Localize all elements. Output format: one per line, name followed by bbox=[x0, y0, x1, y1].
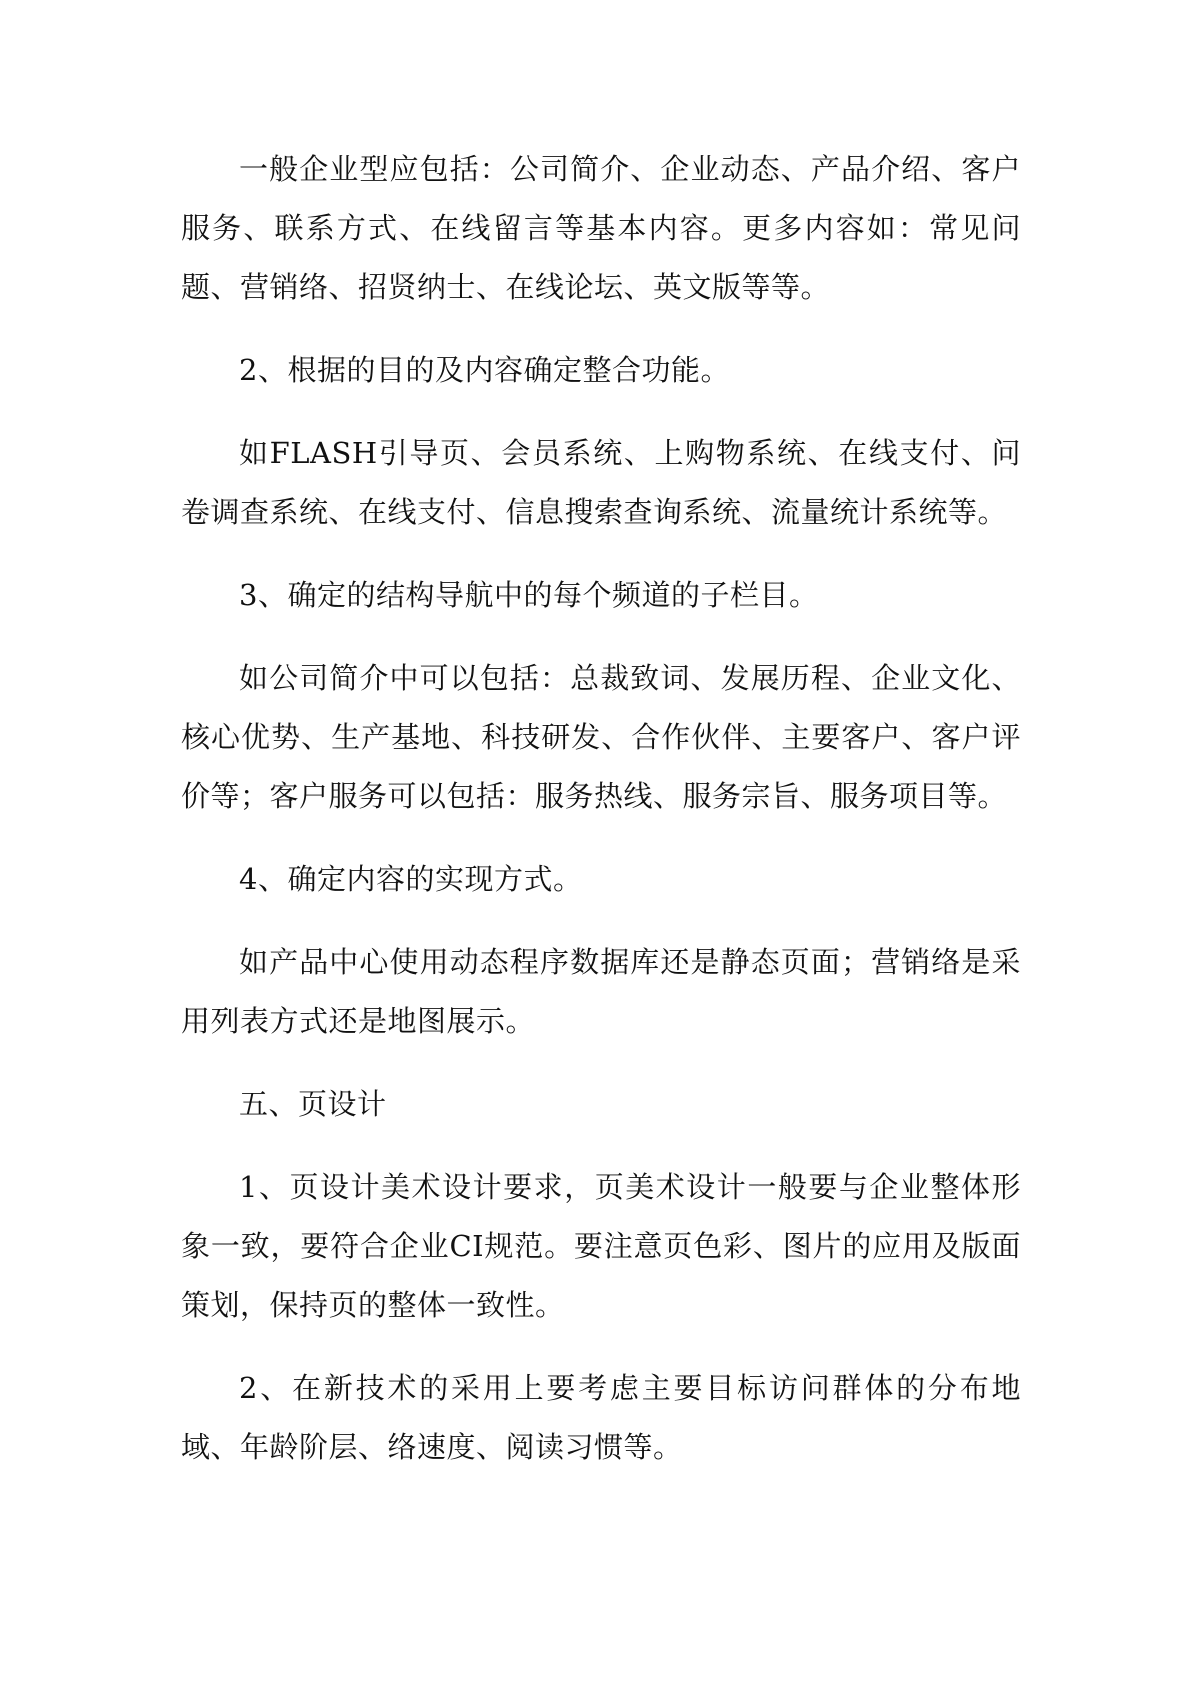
paragraph: 一般企业型应包括：公司简介、企业动态、产品介绍、客户服务、联系方式、在线留言等基本内容。更多内容如：常见问题、营销络、招贤纳士、在线论坛、英文版等等。 bbox=[181, 152, 1021, 304]
paragraph: 3、确定的结构导航中的每个频道的子栏目。 bbox=[239, 578, 819, 612]
paragraph: 2、根据的目的及内容确定整合功能。 bbox=[239, 353, 730, 387]
paragraph: 1、页设计美术设计要求，页美术设计一般要与企业整体形象一致，要符合企业CI规范。要注意页色彩、图片的应用及版面策划，保持页的整体一致性。 bbox=[181, 1170, 1021, 1322]
section-heading: 五、页设计 bbox=[239, 1087, 387, 1121]
paragraph: 如产品中心使用动态程序数据库还是静态页面；营销络是采用列表方式还是地图展示。 bbox=[181, 945, 1021, 1038]
paragraph: 如FLASH引导页、会员系统、上购物系统、在线支付、问卷调查系统、在线支付、信息搜索查询系统、流量统计系统等。 bbox=[181, 436, 1021, 529]
document-body bbox=[181, 140, 1021, 1501]
paragraph: 4、确定内容的实现方式。 bbox=[239, 862, 583, 896]
paragraph: 如公司简介中可以包括：总裁致词、发展历程、企业文化、核心优势、生产基地、科技研发、合作伙伴、主要客户、客户评价等；客户服务可以包括：服务热线、服务宗旨、服务项目等。 bbox=[181, 661, 1021, 813]
paragraph: 2、在新技术的采用上要考虑主要目标访问群体的分布地域、年龄阶层、络速度、阅读习惯等。 bbox=[181, 1371, 1021, 1464]
